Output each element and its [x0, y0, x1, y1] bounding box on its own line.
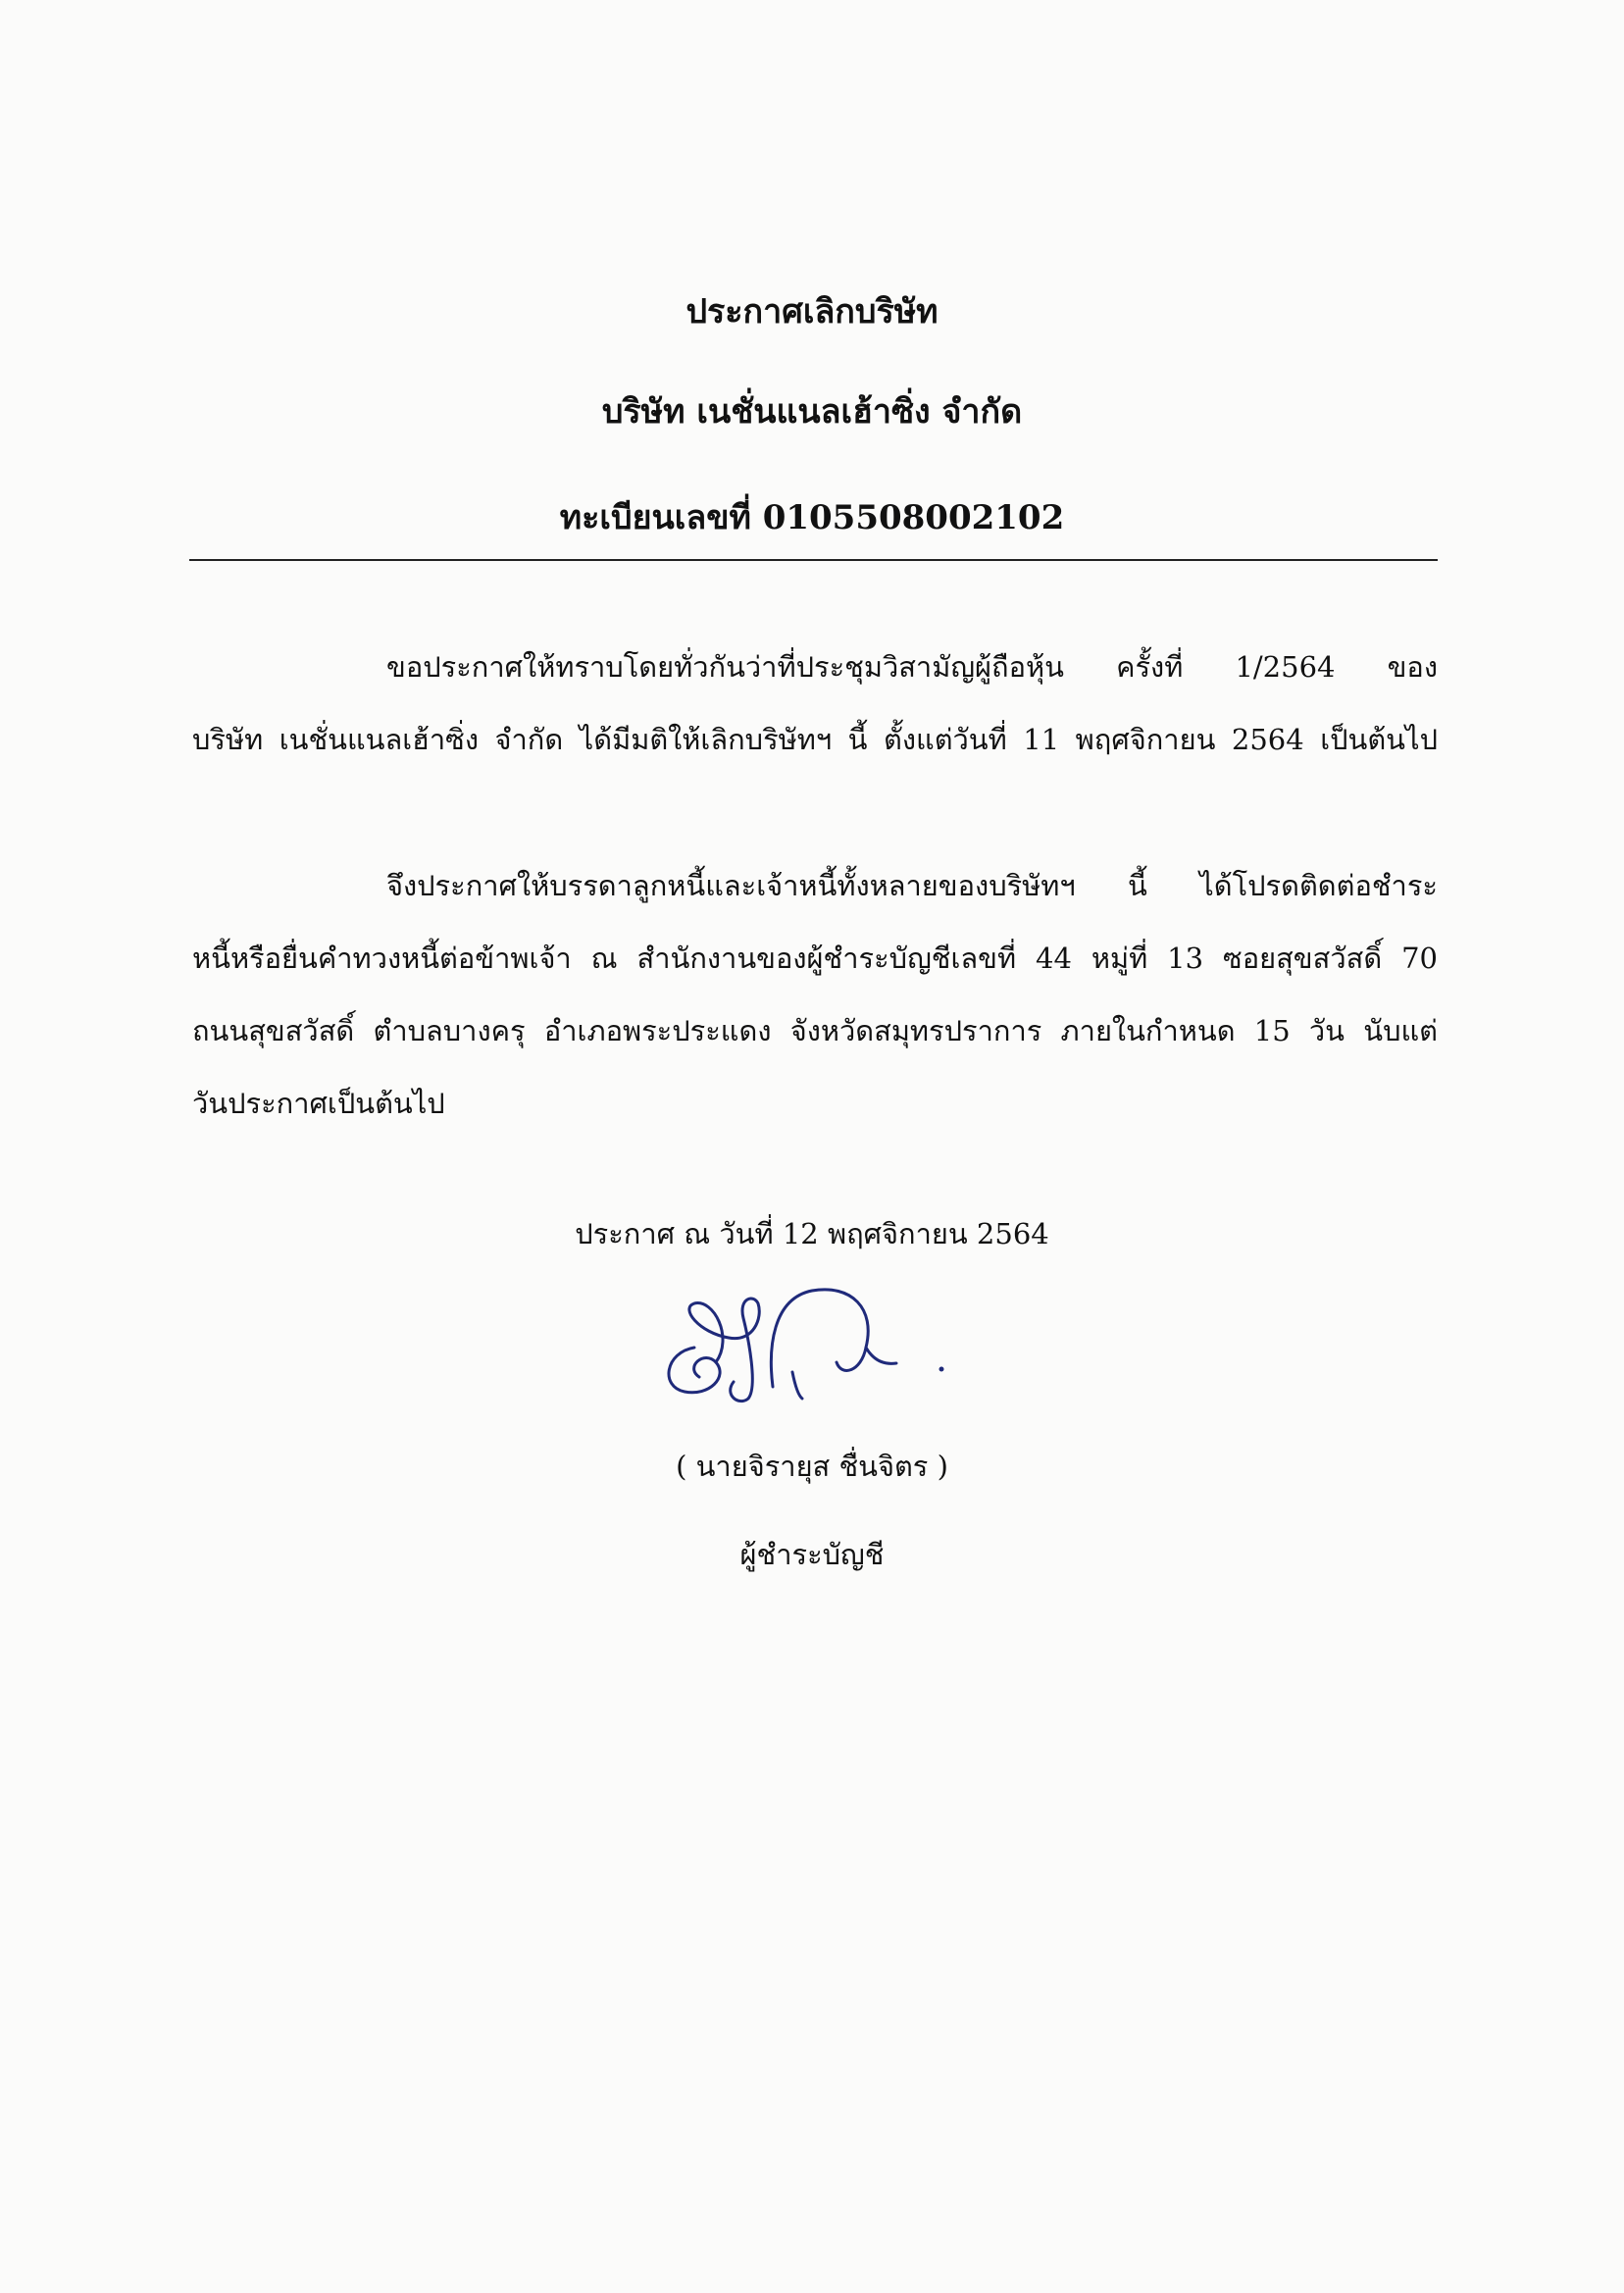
paragraph-line: จึงประกาศให้บรรดาลูกหนี้และเจ้าหนี้ทั้งหลายของบริษัทฯ นี้ ได้โปรดติดต่อชำระ	[386, 869, 1438, 902]
announcement-date: ประกาศ ณ วันที่ 12 พฤศจิกายน 2564	[575, 1217, 1049, 1250]
dissolution-paragraph	[192, 631, 1438, 776]
paragraph-line: ขอประกาศให้ทราบโดยทั่วกันว่าที่ประชุมวิสามัญผู้ถือหุ้น ครั้งที่ 1/2564 ของ	[386, 650, 1438, 684]
signer-title: ผู้ชำระบัญชี	[739, 1538, 885, 1571]
registration-number: ทะเบียนเลขที่ 0105508002102	[559, 498, 1065, 537]
header-divider	[189, 559, 1438, 561]
paragraph-line: หนี้หรือยื่นคำทวงหนี้ต่อข้าพเจ้า ณ สำนักงานของผู้ชำระบัญชีเลขที่ 44 หมู่ที่ 13 ซอยสุขสวัสดิ์ 70	[192, 942, 1438, 975]
paragraph-line: ถนนสุขสวัสดิ์ ตำบลบางครุ อำเภอพระประแดง จังหวัดสมุทรปราการ ภายในกำหนด 15 วัน นับแต่	[192, 1014, 1438, 1047]
paragraph-line: บริษัท เนชั่นแนลเฮ้าซิ่ง จำกัด ได้มีมติให้เลิกบริษัทฯ นี้ ตั้งแต่วันที่ 11 พฤศจิกายน 2564 เป็นต้นไป	[192, 723, 1438, 756]
signer-name: ( นายจิรายุส ชื่นจิตร )	[676, 1450, 948, 1483]
signature-image	[655, 1279, 979, 1416]
company-name: บริษัท เนชั่นแนลเฮ้าซิ่ง จำกัด	[601, 392, 1023, 432]
creditors-paragraph	[192, 849, 1438, 1140]
document-title: ประกาศเลิกบริษัท	[685, 292, 939, 331]
paragraph-line: วันประกาศเป็นต้นไป	[192, 1087, 445, 1120]
